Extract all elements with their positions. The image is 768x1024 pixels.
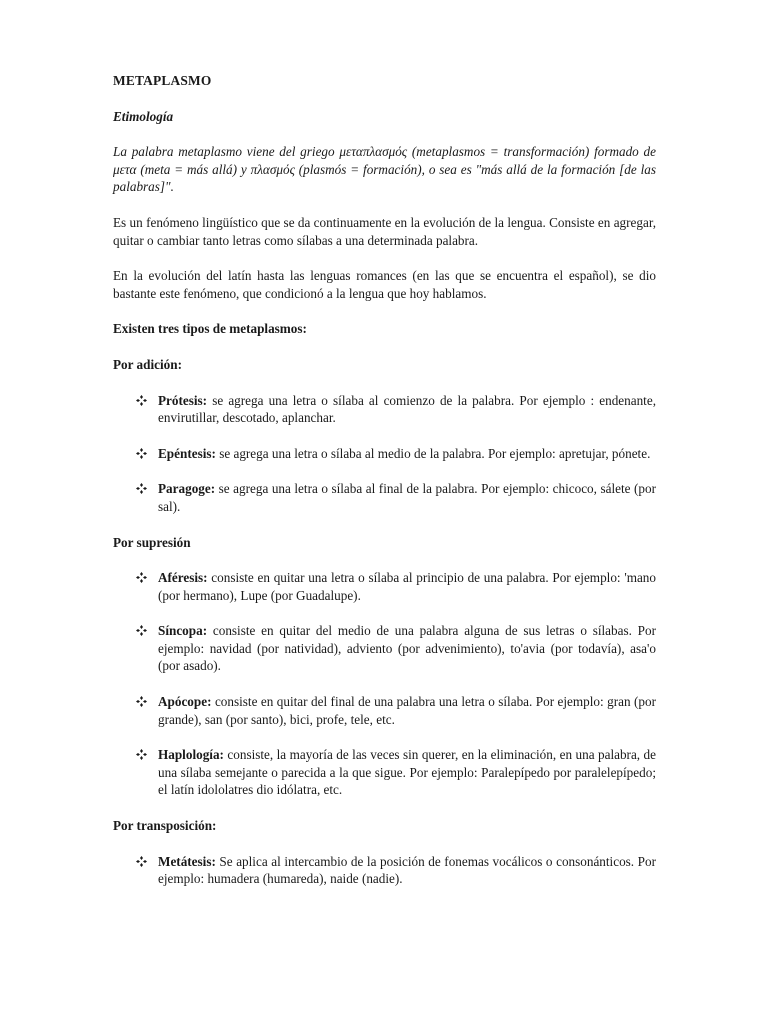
term-label: Síncopa: [158,623,208,639]
term-label: Prótesis: [158,392,208,408]
section-heading-supresion: Por supresión [113,534,191,550]
term-description: se agrega una letra o sílaba al medio de la palabra. Por ejemplo: apretujar, pónete. [215,445,651,461]
section-heading-transposicion: Por transposición: [113,818,217,834]
term-description: consiste en quitar del final de una palabra una letra o sílaba. Por ejemplo: gran (por grande), san (por santo), bici, profe, tele, etc. [158,694,656,727]
list-item [113,445,656,463]
diamond-bullet-icon [135,392,147,409]
diamond-bullet-icon [135,622,147,639]
diamond-bullet-icon [135,853,147,870]
list-item [113,853,656,888]
diamond-bullet-icon [135,569,147,586]
list-item [113,392,656,427]
term-label: Aféresis: [158,570,208,586]
term-description: Se aplica al intercambio de la posición de fonemas vocálicos o consonánticos. Por ejemplo: humadera (humareda), naide (nadie). [158,853,656,887]
list-item [113,480,656,515]
term-label: Haplología: [158,747,224,763]
types-intro-heading: Existen tres tipos de metaplasmos: [113,321,307,337]
diamond-bullet-icon [135,445,147,462]
term-label: Paragoge: [158,481,216,497]
definition-paragraph: Es un fenómeno lingüístico que se da continuamente en la evolución de la lengua. Consiste en agregar, quitar o cambiar tanto letras como sílabas a una determinada palabra. [113,214,656,248]
term-label: Metátesis: [158,853,216,869]
term-description: se agrega una letra o sílaba al comienzo de la palabra. Por ejemplo : endenante, envirutillar, descotado, aplanchar. [158,392,656,426]
etymology-paragraph: La palabra metaplasmo viene del griego μεταπλασμός (metaplasmos = transformación) formado de μετα (meta = más allá) y πλασμός (plasmós = formación), o sea es "más allá de la formación [de las palabras]". [113,144,656,195]
diamond-bullet-icon [135,693,147,710]
term-description: consiste en quitar del medio de una palabra alguna de sus letras o sílabas. Por ejemplo: navidad (por natividad), adviento (por advenimiento), to'avia (por todavía), asa'o (por asado). [158,623,656,674]
section-subtitle: Etimología [113,108,174,124]
list-transposicion [113,853,656,888]
list-item [113,746,656,799]
term-description: consiste en quitar una letra o sílaba al principio de una palabra. Por ejemplo: 'mano (por hermano), Lupe (por Guadalupe). [158,570,656,603]
term-description: consiste, la mayoría de las veces sin querer, en la eliminación, en una palabra, de una sílaba semejante o parecida a la que sigue. Por ejemplo: Paralepípedo por paralelepípedo; el latín idololatres dio idólatra, etc. [158,747,656,798]
diamond-bullet-icon [135,480,147,497]
list-item [113,569,656,604]
term-description: se agrega una letra o sílaba al final de la palabra. Por ejemplo: chicoco, sálete (por sal). [158,481,656,514]
list-item [113,622,656,675]
diamond-bullet-icon [135,746,147,763]
list-item [113,693,656,728]
list-adicion [113,392,656,516]
evolution-paragraph: En la evolución del latín hasta las lenguas romances (en las que se encuentra el español), se dio bastante este fenómeno, que condicionó a la lengua que hoy hablamos. [113,268,656,301]
document-title: METAPLASMO [113,73,212,88]
term-label: Epéntesis: [158,445,216,461]
term-label: Apócope: [158,694,212,710]
section-heading-adicion: Por adición: [113,356,182,372]
list-supresion [113,569,656,799]
